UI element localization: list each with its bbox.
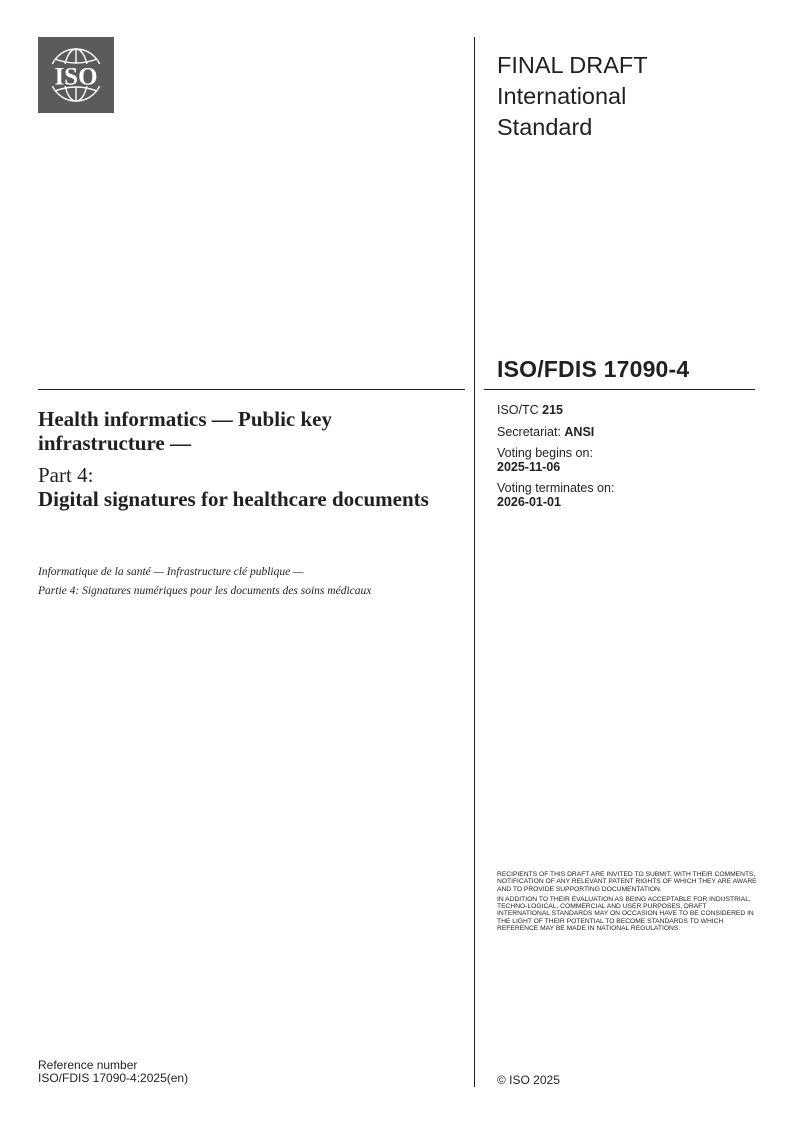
iso-globe-icon xyxy=(38,37,114,113)
main-title: Health informatics — Public key infrastructure — xyxy=(38,407,332,455)
voting-ends-row xyxy=(497,482,757,509)
french-part-title: Partie 4: Signatures numériques pour les documents des soins médicaux xyxy=(38,584,372,597)
committee-label: ISO/TC xyxy=(497,403,543,417)
secretariat-value: ANSI xyxy=(564,424,595,439)
notice-paragraph: RECIPIENTS OF THIS DRAFT ARE INVITED TO SUBMIT, WITH THEIR COMMENTS, NOTIFICATION OF ANY RELEVANT PATENT RIGHTS OF WHICH THEY ARE AWARE AND TO PROVIDE SUPPORTING DOCUMENTATION. xyxy=(497,871,757,893)
document-reference: ISO/FDIS 17090-4 xyxy=(497,356,690,382)
committee-row xyxy=(497,404,757,418)
status-line: International xyxy=(497,83,627,109)
status-line: Standard xyxy=(497,114,593,140)
status-line: FINAL DRAFT xyxy=(497,52,648,78)
part-label: Part 4: xyxy=(38,463,94,487)
secretariat-row xyxy=(497,426,757,440)
document-status xyxy=(497,50,757,143)
voting-begins-value: 2025-11-06 xyxy=(497,459,561,474)
voting-ends-label: Voting terminates on: xyxy=(497,481,615,495)
french-title xyxy=(38,566,438,603)
iso-logo xyxy=(38,37,114,113)
part-title: Digital signatures for healthcare documents xyxy=(38,487,429,511)
committee-value: 215 xyxy=(542,403,564,417)
french-main-title: Informatique de la santé — Infrastructure clé publique — xyxy=(38,566,304,578)
reference-number-value: ISO/FDIS 17090-4:2025(en) xyxy=(38,1070,189,1085)
document-title xyxy=(38,407,458,511)
notice-paragraph: IN ADDITION TO THEIR EVALUATION AS BEING ACCEPTABLE FOR INDUSTRIAL, TECHNO-LOGICAL, COMMERCIAL AND USER PURPOSES, DRAFT INTERNATIONAL STANDARDS MAY ON OCCASION HAVE TO BE CONSIDERED IN THE LIGHT OF THEIR POTENTIAL TO BECOME STANDARDS TO WHICH REFERENCE MAY BE MADE IN NATIONAL REGULATIONS. xyxy=(497,895,754,933)
reference-number-label: Reference number xyxy=(38,1058,138,1072)
draft-notice xyxy=(497,871,759,935)
voting-ends-value: 2026-01-01 xyxy=(497,494,561,509)
left-divider xyxy=(38,389,465,390)
voting-begins-row xyxy=(497,447,757,474)
copyright: © ISO 2025 xyxy=(497,1073,560,1087)
vertical-divider xyxy=(474,37,475,1087)
voting-begins-label: Voting begins on: xyxy=(497,446,593,460)
document-metadata xyxy=(497,404,757,517)
reference-number xyxy=(38,1059,338,1084)
logo-text: ISO xyxy=(54,63,98,91)
secretariat-label: Secretariat: xyxy=(497,424,565,439)
right-divider xyxy=(484,389,755,390)
